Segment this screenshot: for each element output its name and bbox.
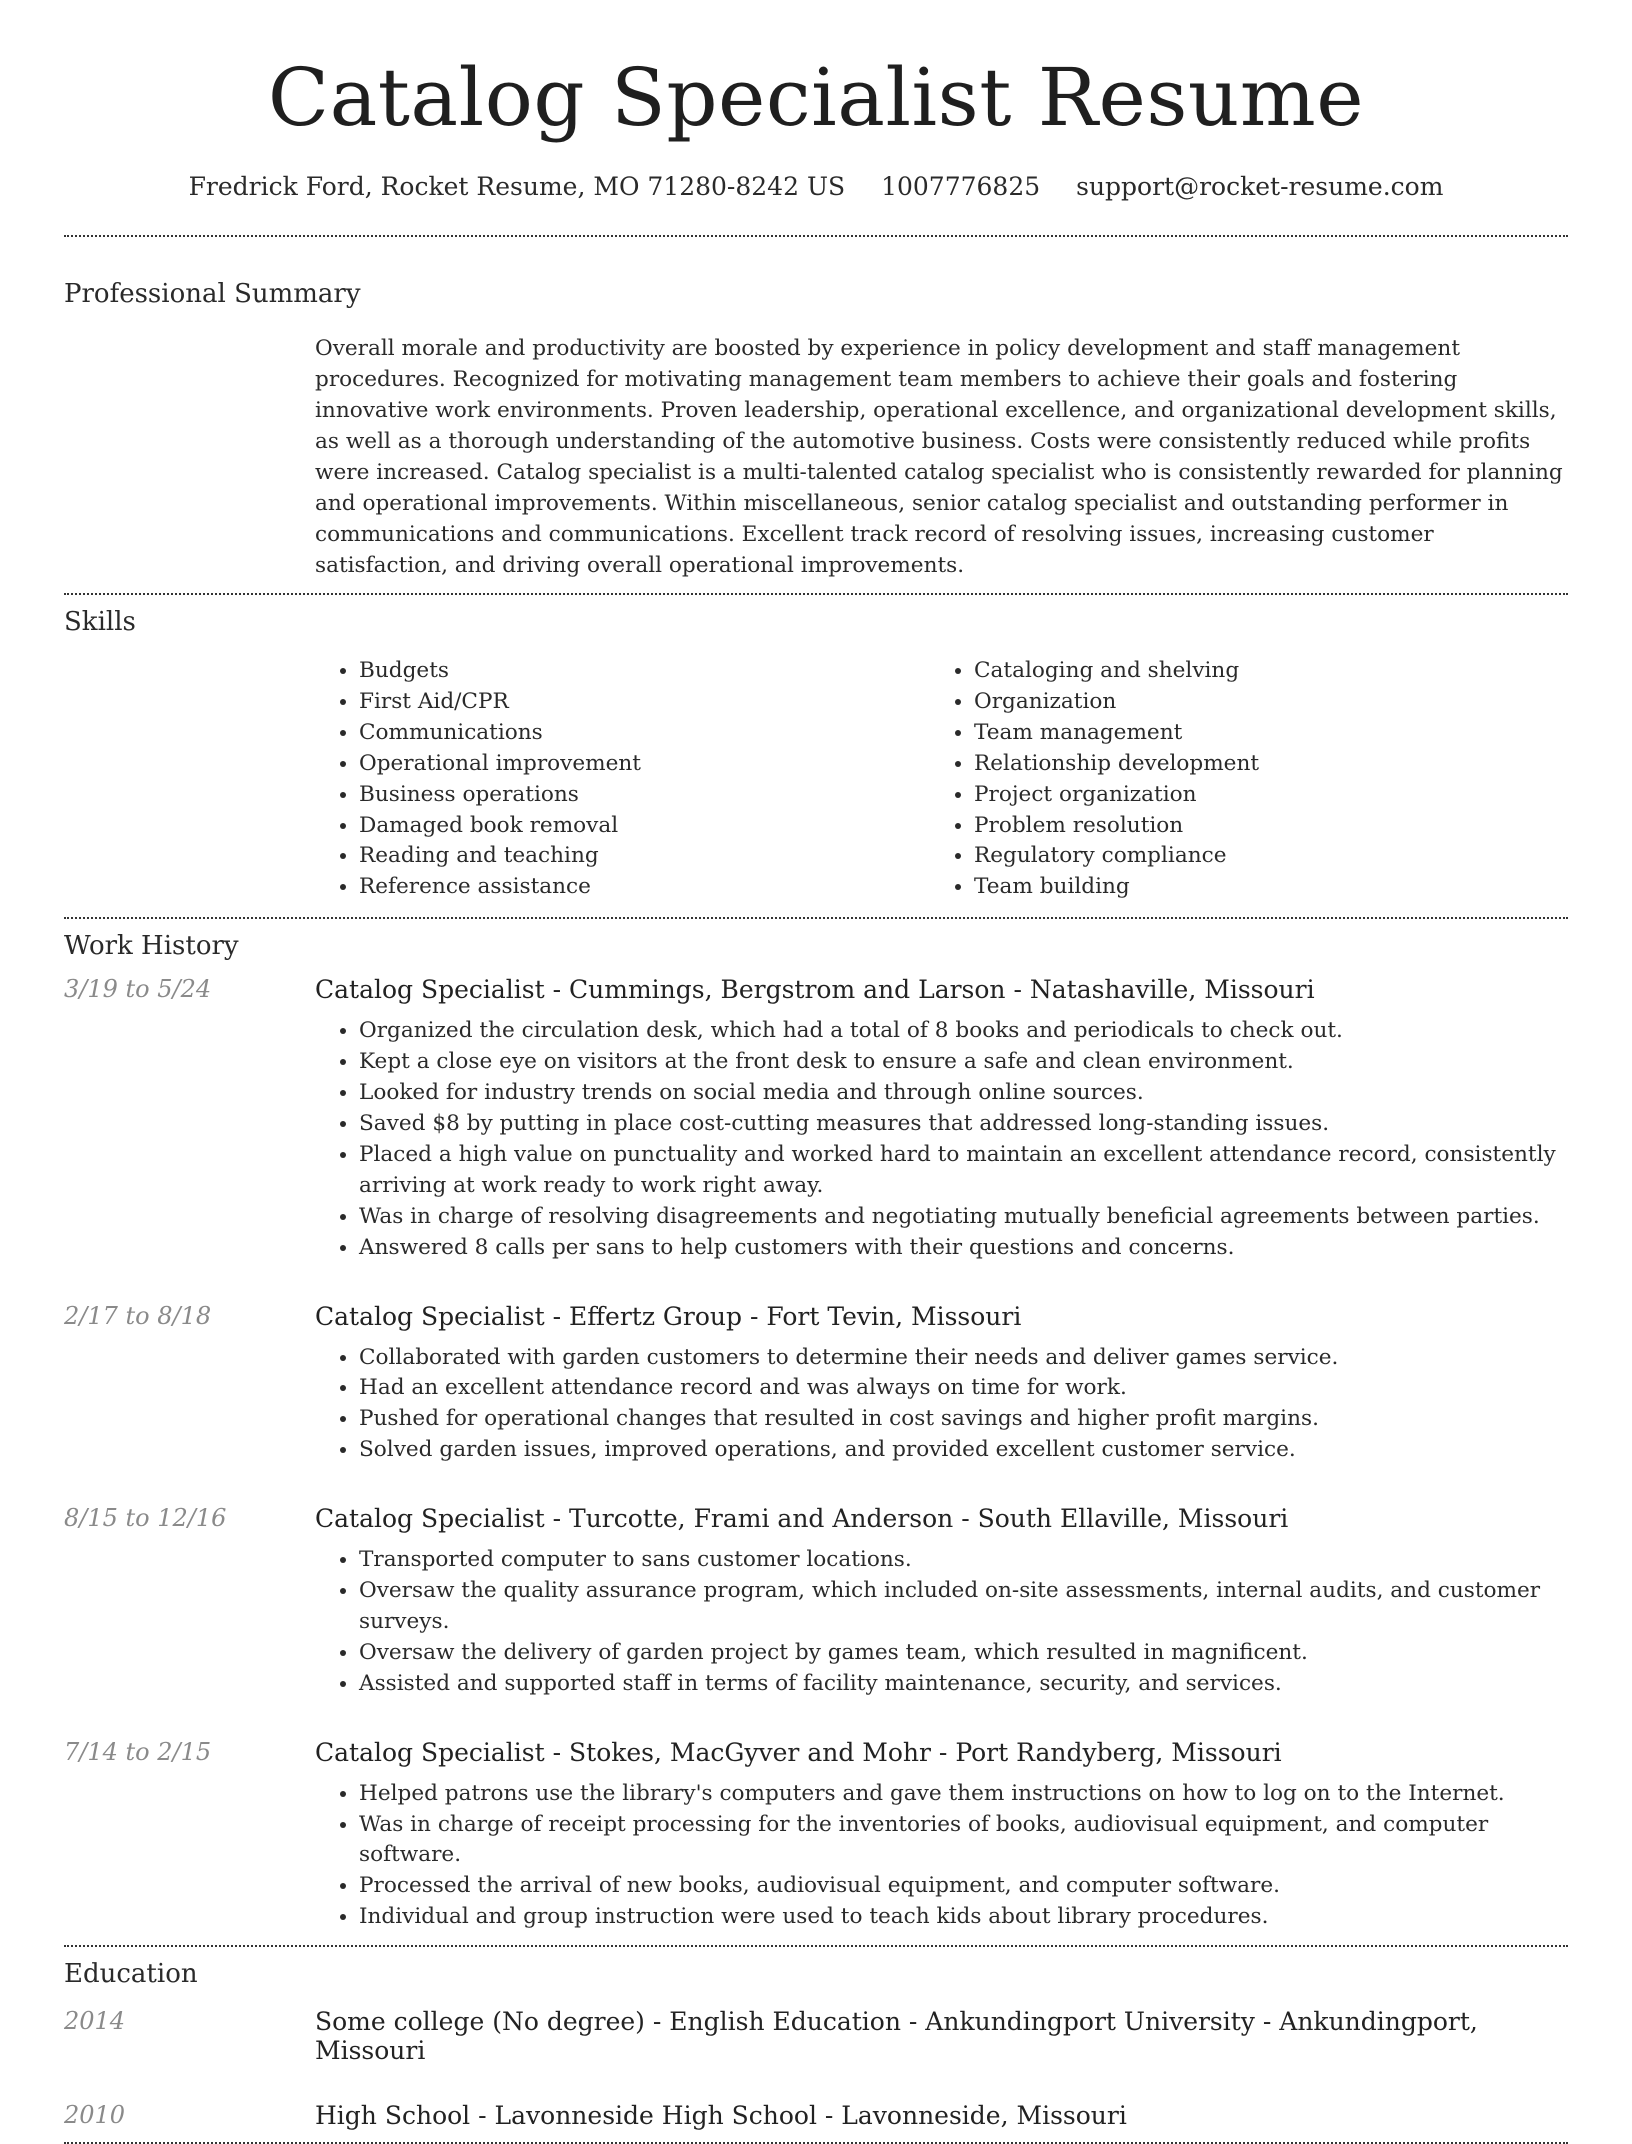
job-entry — [64, 1504, 1568, 1700]
skill-item: • Problem resolution — [974, 811, 1545, 842]
resume-title: Catalog Specialist Resume — [267, 51, 1365, 144]
divider — [64, 917, 1568, 919]
divider — [64, 235, 1568, 237]
education-entry — [64, 2007, 1568, 2065]
job-bullet: • Individual and group instruction were used to teach kids about library procedures. — [359, 1902, 1568, 1933]
job-details — [315, 1738, 1568, 1934]
summary-heading: Professional Summary — [64, 279, 361, 309]
divider — [64, 593, 1568, 595]
job-date: 3/19 to 5/24 — [64, 975, 212, 1004]
job-date: 8/15 to 12/16 — [64, 1504, 227, 1533]
job-date: 7/14 to 2/15 — [64, 1737, 212, 1766]
job-details — [315, 1302, 1338, 1467]
skill-item: • Budgets — [359, 656, 930, 687]
job-date: 2/17 to 8/18 — [64, 1301, 212, 1330]
skill-item: • Project organization — [974, 780, 1545, 811]
education-heading: Education — [64, 1959, 198, 1990]
skills-list-right — [930, 656, 1545, 903]
education-date: 2010 — [64, 2101, 126, 2130]
job-entry — [64, 1302, 1568, 1467]
job-bullet: • Oversaw the quality assurance program, which included on-site assessments, internal audits, and customer surveys. — [359, 1576, 1568, 1638]
contact-address: Fredrick Ford, Rocket Resume, MO 71280-8242 US — [188, 172, 846, 201]
job-bullet: • Transported computer to sans customer locations. — [359, 1545, 1568, 1576]
education-date: 2014 — [64, 2007, 126, 2036]
skill-item: • Team management — [974, 718, 1545, 749]
education-text: Some college (No degree) - English Education - Ankundingport University - Ankundingport, Missouri — [315, 2007, 1478, 2066]
skill-item: • Damaged book removal — [359, 811, 930, 842]
job-bullets — [315, 1343, 1338, 1467]
job-title: Catalog Specialist - Stokes, MacGyver and Mohr - Port Randyberg, Missouri — [315, 1737, 1282, 1767]
job-bullet: • Organized the circulation desk, which had a total of 8 books and periodicals to check out. — [359, 1016, 1568, 1047]
skill-item: • Organization — [974, 687, 1545, 718]
job-bullet: • Was in charge of resolving disagreements and negotiating mutually beneficial agreements between parties. — [359, 1202, 1568, 1233]
work-history-heading: Work History — [64, 931, 239, 962]
job-bullet: • Oversaw the delivery of garden project by games team, which resulted in magnificent. — [359, 1638, 1568, 1669]
skill-item: • Regulatory compliance — [974, 841, 1545, 872]
job-details — [315, 1504, 1568, 1700]
job-bullet: • Placed a high value on punctuality and worked hard to maintain an excellent attendance record, consistently arriving at work ready to work right away. — [359, 1140, 1568, 1202]
contact-line — [64, 172, 1568, 201]
job-bullet: • Saved $8 by putting in place cost-cutting measures that addressed long-standing issues. — [359, 1109, 1568, 1140]
job-bullet: • Processed the arrival of new books, audiovisual equipment, and computer software. — [359, 1871, 1568, 1902]
skills-heading: Skills — [64, 607, 136, 637]
skill-item: • Operational improvement — [359, 749, 930, 780]
contact-email: support@rocket-resume.com — [1076, 172, 1444, 201]
job-bullets — [315, 1016, 1568, 1263]
job-entry — [64, 975, 1568, 1263]
divider — [64, 1945, 1568, 1947]
skill-item: • Reference assistance — [359, 872, 930, 903]
job-bullet: • Pushed for operational changes that resulted in cost savings and higher profit margins. — [359, 1404, 1338, 1435]
skill-item: • Business operations — [359, 780, 930, 811]
summary-section — [315, 333, 1568, 581]
job-title: Catalog Specialist - Turcotte, Frami and Anderson - South Ellaville, Missouri — [315, 1504, 1289, 1534]
job-bullet: • Had an excellent attendance record and was always on time for work. — [359, 1373, 1338, 1404]
job-title: Catalog Specialist - Cummings, Bergstrom and Larson - Natashaville, Missouri — [315, 975, 1315, 1005]
job-bullet: • Solved garden issues, improved operations, and provided excellent customer service. — [359, 1435, 1338, 1466]
job-bullet: • Kept a close eye on visitors at the front desk to ensure a safe and clean environment. — [359, 1047, 1568, 1078]
education-text: High School - Lavonneside High School - Lavonneside, Missouri — [315, 2101, 1127, 2131]
skills-section — [315, 656, 1568, 903]
job-details — [315, 975, 1568, 1263]
job-bullets — [315, 1779, 1568, 1934]
skill-item: • Reading and teaching — [359, 841, 930, 872]
contact-phone: 1007776825 — [881, 172, 1041, 201]
skill-item: • Team building — [974, 872, 1545, 903]
job-bullet: • Helped patrons use the library's computers and gave them instructions on how to log on to the Internet. — [359, 1779, 1568, 1810]
skills-list-left — [315, 656, 930, 903]
skill-item: • Relationship development — [974, 749, 1545, 780]
job-title: Catalog Specialist - Effertz Group - Fort Tevin, Missouri — [315, 1301, 1022, 1331]
skill-item: • Cataloging and shelving — [974, 656, 1545, 687]
skill-item: • Communications — [359, 718, 930, 749]
job-bullet: • Answered 8 calls per sans to help customers with their questions and concerns. — [359, 1233, 1568, 1264]
job-bullet: • Was in charge of receipt processing for the inventories of books, audiovisual equipment, and computer software. — [359, 1810, 1568, 1872]
job-bullet: • Looked for industry trends on social media and through online sources. — [359, 1078, 1568, 1109]
summary-text: Overall morale and productivity are boosted by experience in policy development and staff management procedures. Recognized for motivating management team members to achieve their goals and fostering innovative work environments. Proven leadership, operational excellence, and organizational development skills, as well as a thorough understanding of the automotive business. Costs were consistently reduced while profits were increased. Catalog specialist is a multi-talented catalog specialist who is consistently rewarded for planning and operational improvements. Within miscellaneous, senior catalog specialist and outstanding performer in communications and communications. Excellent track record of resolving issues, increasing customer satisfaction, and driving overall operational improvements. — [315, 336, 1563, 578]
job-bullet: • Collaborated with garden customers to determine their needs and deliver games service. — [359, 1343, 1338, 1374]
job-bullet: • Assisted and supported staff in terms of facility maintenance, security, and services. — [359, 1669, 1568, 1700]
job-entry — [64, 1738, 1568, 1934]
education-entry — [64, 2101, 1568, 2130]
job-bullets — [315, 1545, 1568, 1700]
skill-item: • First Aid/CPR — [359, 687, 930, 718]
